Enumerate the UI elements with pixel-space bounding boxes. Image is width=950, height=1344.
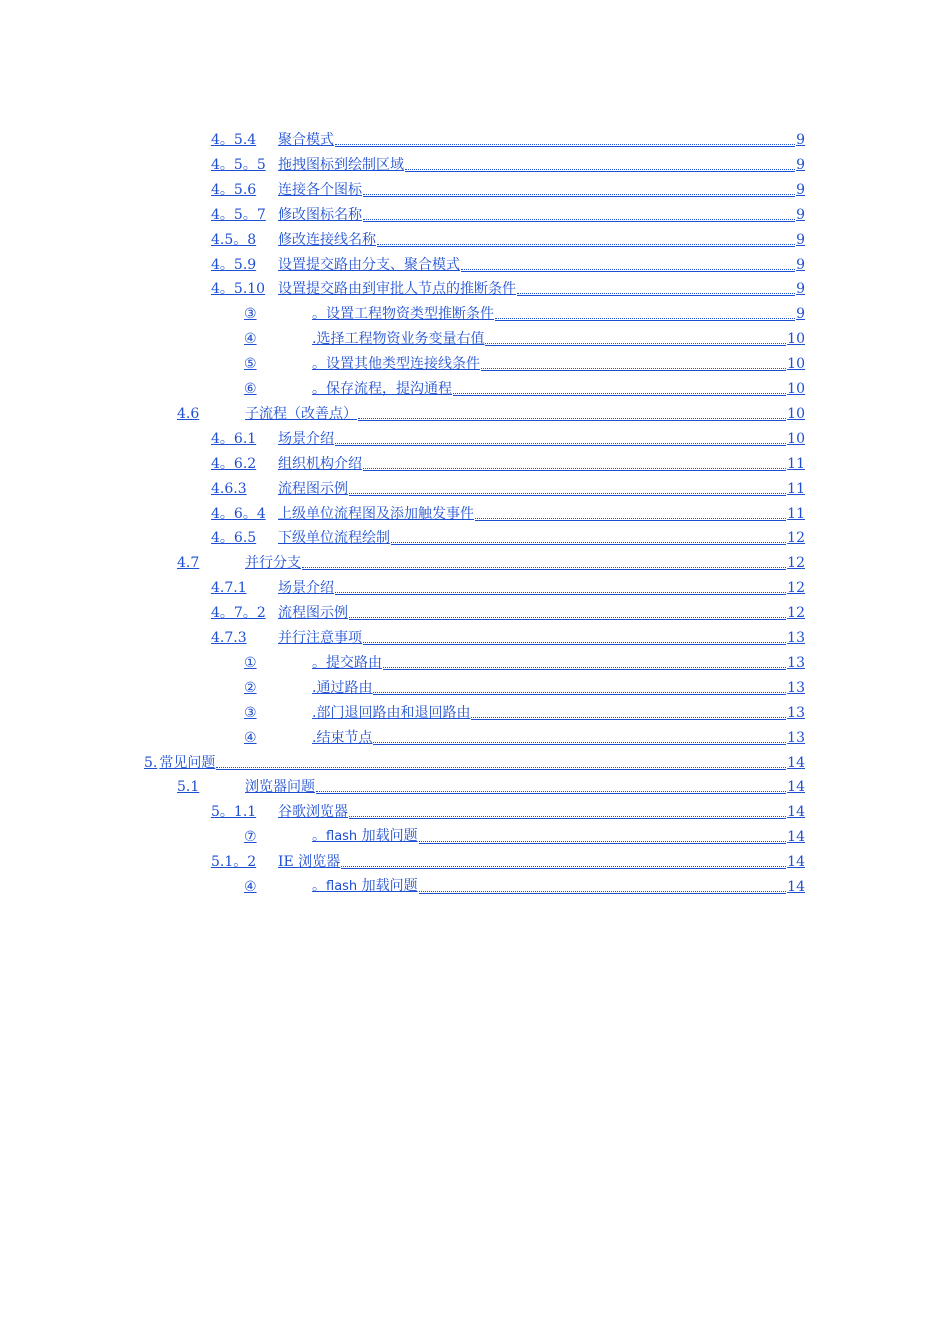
toc-entry-page-number: 9 [796, 181, 805, 198]
toc-dot-leader [419, 840, 787, 842]
toc-entry[interactable] [211, 126, 805, 148]
toc-entry-title: 流程图示例 [278, 605, 348, 622]
toc-entry[interactable] [144, 749, 805, 771]
toc-entry-number: 4。7。2 [211, 605, 266, 622]
toc-entry-title: 。设置工程物资类型推断条件 [312, 306, 494, 323]
toc-entry[interactable] [244, 699, 805, 721]
toc-dot-leader [373, 741, 786, 743]
toc-entry[interactable] [244, 350, 805, 372]
toc-entry-page-number: 13 [787, 679, 805, 696]
toc-entry[interactable] [244, 674, 805, 696]
toc-entry-title: 设置提交路由到审批人节点的推断条件 [278, 281, 516, 298]
toc-entry-page-number: 10 [787, 430, 805, 447]
toc-dot-leader [471, 716, 786, 718]
toc-entry-page-number: 13 [787, 729, 805, 746]
toc-entry-title: .部门退回路由和退回路由 [312, 704, 471, 721]
toc-entry[interactable] [177, 549, 805, 571]
toc-entry-number: ③ [244, 704, 257, 721]
toc-entry-number: ④ [244, 729, 257, 746]
toc-entry-number: 5.1。2 [211, 854, 257, 871]
toc-entry-title: 并行注意事项 [278, 630, 362, 646]
toc-entry[interactable] [244, 873, 805, 895]
toc-entry-title: 谷歌浏览器 [278, 804, 348, 821]
toc-dot-leader [363, 641, 786, 643]
toc-entry-number: 4.6.3 [211, 480, 247, 497]
toc-entry-number: 5. [144, 754, 158, 771]
toc-entry-page-number: 9 [796, 206, 805, 223]
toc-dot-leader [363, 467, 786, 469]
toc-entry[interactable] [211, 848, 805, 870]
toc-dot-leader [383, 666, 786, 668]
toc-entry[interactable] [244, 724, 805, 746]
toc-entry-page-number: 9 [796, 256, 805, 273]
toc-entry-number: ② [244, 679, 257, 696]
toc-entry-title: 设置提交路由分支、聚合模式 [278, 256, 460, 273]
toc-entry-title: 流程图示例 [278, 480, 348, 497]
toc-entry-title: 下级单位流程绘制 [278, 530, 390, 547]
toc-entry-page-number: 10 [787, 381, 805, 397]
toc-dot-leader [335, 591, 786, 593]
toc-entry-page-number: 10 [787, 405, 805, 422]
toc-entry-title: 修改图标名称 [278, 206, 362, 223]
toc-entry-page-number: 12 [787, 605, 805, 622]
toc-entry-page-number: 11 [787, 480, 805, 497]
toc-entry-page-number: 9 [796, 306, 805, 323]
toc-entry-title: 。提交路由 [312, 654, 382, 671]
toc-entry[interactable] [244, 649, 805, 671]
toc-dot-leader [349, 815, 786, 817]
toc-entry-page-number: 10 [787, 331, 805, 348]
toc-entry[interactable] [177, 400, 805, 422]
toc-entry-page-number: 14 [787, 754, 805, 771]
toc-entry-title: .通过路由 [312, 679, 373, 696]
toc-entry[interactable] [211, 151, 805, 173]
toc-entry-number: 4.6 [177, 405, 200, 422]
toc-entry-page-number: 14 [787, 829, 805, 846]
toc-entry-page-number: 9 [796, 281, 805, 298]
toc-entry[interactable] [211, 475, 805, 497]
toc-dot-leader [481, 367, 786, 369]
toc-dot-leader [316, 790, 786, 792]
toc-dot-leader [495, 317, 795, 319]
toc-entry-title: 浏览器问题 [245, 779, 315, 796]
toc-entry-title: 聚合模式 [278, 132, 334, 148]
toc-entry-page-number: 12 [787, 555, 805, 572]
toc-dot-leader [475, 517, 786, 519]
toc-dot-leader [453, 392, 786, 394]
toc-dot-leader [349, 616, 786, 618]
toc-entry-page-number: 11 [787, 505, 805, 522]
toc-entry-page-number: 14 [787, 779, 805, 796]
toc-entry-number: 4.7 [177, 555, 200, 572]
toc-entry-number: ③ [244, 306, 257, 323]
toc-entry-number: ④ [244, 879, 257, 895]
toc-entry-title: 场景介绍 [278, 430, 334, 447]
toc-entry[interactable] [211, 574, 805, 596]
toc-dot-leader [485, 342, 786, 344]
toc-dot-leader [373, 691, 786, 693]
toc-entry[interactable] [244, 823, 805, 845]
toc-entry-title: 修改连接线名称 [278, 231, 376, 248]
toc-entry[interactable] [211, 524, 805, 546]
toc-entry-page-number: 14 [787, 879, 805, 895]
toc-entry[interactable] [211, 176, 805, 198]
toc-entry[interactable] [244, 325, 805, 347]
toc-entry-title: 。flash 加载问题 [312, 878, 418, 894]
toc-dot-leader [419, 890, 787, 892]
toc-entry[interactable] [211, 275, 805, 297]
toc-entry-page-number: 9 [796, 156, 805, 173]
toc-entry-number: 4。5.6 [211, 181, 257, 198]
toc-entry-title: .结束节点 [312, 729, 373, 746]
toc-entry-number: 4。5。5 [211, 156, 266, 173]
toc-entry-number: 4。6。4 [211, 505, 266, 522]
toc-entry-title: .选择工程物资业务变量右值 [312, 331, 485, 348]
toc-dot-leader [363, 218, 795, 220]
toc-entry-number: ① [244, 654, 257, 671]
toc-entry-page-number: 14 [787, 854, 805, 871]
toc-dot-leader [335, 143, 795, 145]
toc-entry[interactable] [177, 773, 805, 795]
toc-entry-page-number: 12 [787, 580, 805, 597]
toc-dot-leader [391, 541, 786, 543]
toc-entry-number: ⑤ [244, 356, 257, 373]
toc-entry-title: 拖拽图标到绘制区域 [278, 156, 404, 173]
toc-entry-title: 常见问题 [159, 754, 216, 771]
toc-entry-number: 4。6.1 [211, 430, 257, 447]
toc-entry-number: ⑦ [244, 829, 257, 846]
toc-entry-title: 子流程（改善点） [245, 405, 357, 422]
toc-entry-number: 4。5.9 [211, 256, 257, 273]
toc-entry-number: 4.7.1 [211, 580, 247, 597]
toc-entry-page-number: 9 [796, 132, 805, 148]
toc-entry-number: 4。6.5 [211, 530, 257, 547]
toc-entry-title: 连接各个图标 [278, 181, 362, 198]
toc-entry-number: 4。5.4 [211, 132, 257, 148]
toc-entry-number: 5.1 [177, 779, 200, 796]
toc-entry-page-number: 13 [787, 704, 805, 721]
toc-dot-leader [377, 243, 795, 245]
toc-entry[interactable] [211, 226, 805, 248]
toc-dot-leader [517, 292, 795, 294]
toc-entry-page-number: 10 [787, 356, 805, 373]
toc-entry[interactable] [211, 425, 805, 447]
toc-dot-leader [405, 168, 795, 170]
toc-entry-page-number: 11 [787, 455, 805, 472]
toc-entry-number: 5。1.1 [211, 804, 257, 821]
toc-entry-title: 。flash 加载问题 [312, 828, 418, 845]
toc-entry-number: ⑥ [244, 381, 257, 397]
toc-entry-number: 4.7.3 [211, 630, 247, 646]
toc-entry-title: 组织机构介绍 [278, 455, 362, 472]
toc-dot-leader [216, 766, 786, 768]
toc-entry-page-number: 13 [787, 654, 805, 671]
toc-dot-leader [461, 268, 795, 270]
toc-entry-title: 。保存流程，提沟通程 [312, 381, 452, 397]
toc-entry[interactable] [244, 300, 805, 322]
toc-dot-leader [341, 865, 786, 867]
toc-entry-title: 并行分支 [245, 555, 301, 572]
toc-dot-leader [349, 492, 786, 494]
toc-entry-number: ④ [244, 331, 257, 348]
toc-entry-title: 上级单位流程图及添加触发事件 [278, 505, 474, 522]
toc-dot-leader [335, 442, 786, 444]
toc-dot-leader [302, 566, 786, 568]
toc-entry[interactable] [211, 201, 805, 223]
toc-entry-page-number: 14 [787, 804, 805, 821]
toc-dot-leader [358, 417, 786, 419]
toc-entry-page-number: 9 [796, 231, 805, 248]
toc-entry-title: 。设置其他类型连接线条件 [312, 356, 480, 373]
toc-dot-leader [363, 193, 795, 195]
toc-entry-page-number: 12 [787, 530, 805, 547]
toc-entry[interactable] [211, 500, 805, 522]
toc-entry-number: 4.5。8 [211, 231, 257, 248]
toc-entry[interactable] [211, 599, 805, 621]
toc-entry-title: IE 浏览器 [278, 854, 341, 871]
toc-entry-number: 4。5.10 [211, 281, 266, 298]
toc-entry[interactable] [211, 624, 805, 646]
toc-entry[interactable] [211, 450, 805, 472]
toc-entry[interactable] [211, 798, 805, 820]
toc-entry[interactable] [244, 375, 805, 397]
toc-entry-number: 4。5。7 [211, 206, 266, 223]
toc-entry-title: 场景介绍 [278, 580, 334, 597]
toc-entry[interactable] [211, 251, 805, 273]
toc-entry-number: 4。6.2 [211, 455, 257, 472]
toc-entry-page-number: 13 [787, 630, 805, 646]
